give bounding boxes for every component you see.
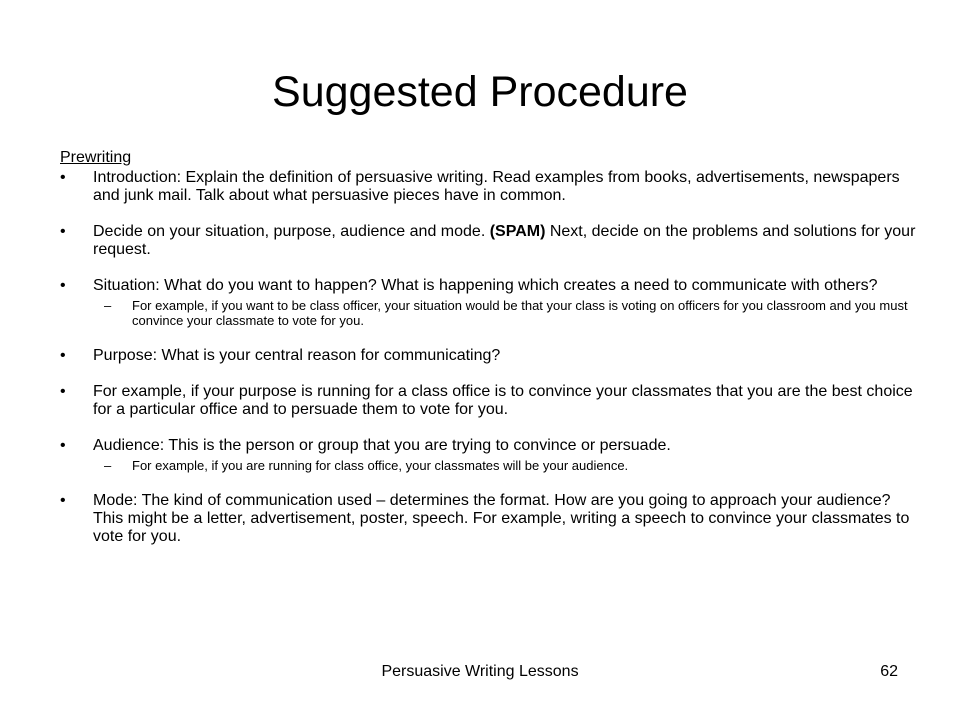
bullet-marker: • — [60, 169, 66, 186]
bullet-text: Introduction: Explain the definition of persuasive writing. Read examples from books, advertisements, newspapers and junk mail. Talk about what persuasive pieces have in common. — [93, 169, 900, 204]
bullet-purpose — [60, 347, 920, 365]
bullet-marker: • — [60, 223, 66, 240]
slide-title: Suggested Procedure — [272, 68, 688, 116]
sub-bullet-marker: – — [104, 298, 112, 313]
bullet-marker: • — [60, 347, 66, 364]
bullet-text-post: Next, decide on the problems and solutions for your request. — [93, 223, 916, 258]
slide-content — [60, 148, 920, 564]
sub-bullet-text: For example, if you are running for class office, your classmates will be your audience. — [132, 458, 629, 473]
slide-page-number: 62 — [880, 663, 898, 680]
bullet-text: Purpose: What is your central reason for communicating? — [93, 347, 501, 364]
sub-bullet-situation-example — [60, 298, 920, 328]
sub-bullet-text: For example, if you want to be class officer, your situation would be that your class is voting on officers for you classroom and you must convince your classmate to vote for you. — [132, 298, 908, 328]
bullet-audience — [60, 437, 920, 455]
bullet-text — [93, 223, 920, 259]
slide-footer: Persuasive Writing Lessons — [381, 663, 579, 680]
sub-bullet-audience-example — [60, 458, 920, 473]
bullet-text: For example, if your purpose is running for a class office is to convince your classmates that you are the best choice for a particular office and to persuade them to vote for you. — [93, 383, 913, 418]
bullet-text: Situation: What do you want to happen? What is happening which creates a need to communicate with others? — [93, 277, 878, 294]
bullet-text-bold: (SPAM) — [489, 223, 546, 240]
bullet-introduction — [60, 169, 920, 205]
bullet-marker: • — [60, 492, 66, 509]
bullet-purpose-example — [60, 383, 920, 419]
subheading-prewriting: Prewriting — [60, 149, 132, 166]
bullet-spam — [60, 223, 920, 259]
bullet-text: Audience: This is the person or group that you are trying to convince or persuade. — [93, 437, 671, 454]
sub-bullet-marker: – — [104, 458, 112, 473]
bullet-marker: • — [60, 277, 66, 294]
bullet-situation — [60, 277, 920, 295]
bullet-text: Mode: The kind of communication used – determines the format. How are you going to approach your audience? This might be a letter, advertisement, poster, speech. For example, writing a speech to convince your classmates to vote for you. — [93, 492, 910, 545]
bullet-text-pre: Decide on your situation, purpose, audience and mode. — [93, 223, 490, 240]
bullet-marker: • — [60, 383, 66, 400]
bullet-mode — [60, 492, 920, 546]
bullet-marker: • — [60, 437, 66, 454]
